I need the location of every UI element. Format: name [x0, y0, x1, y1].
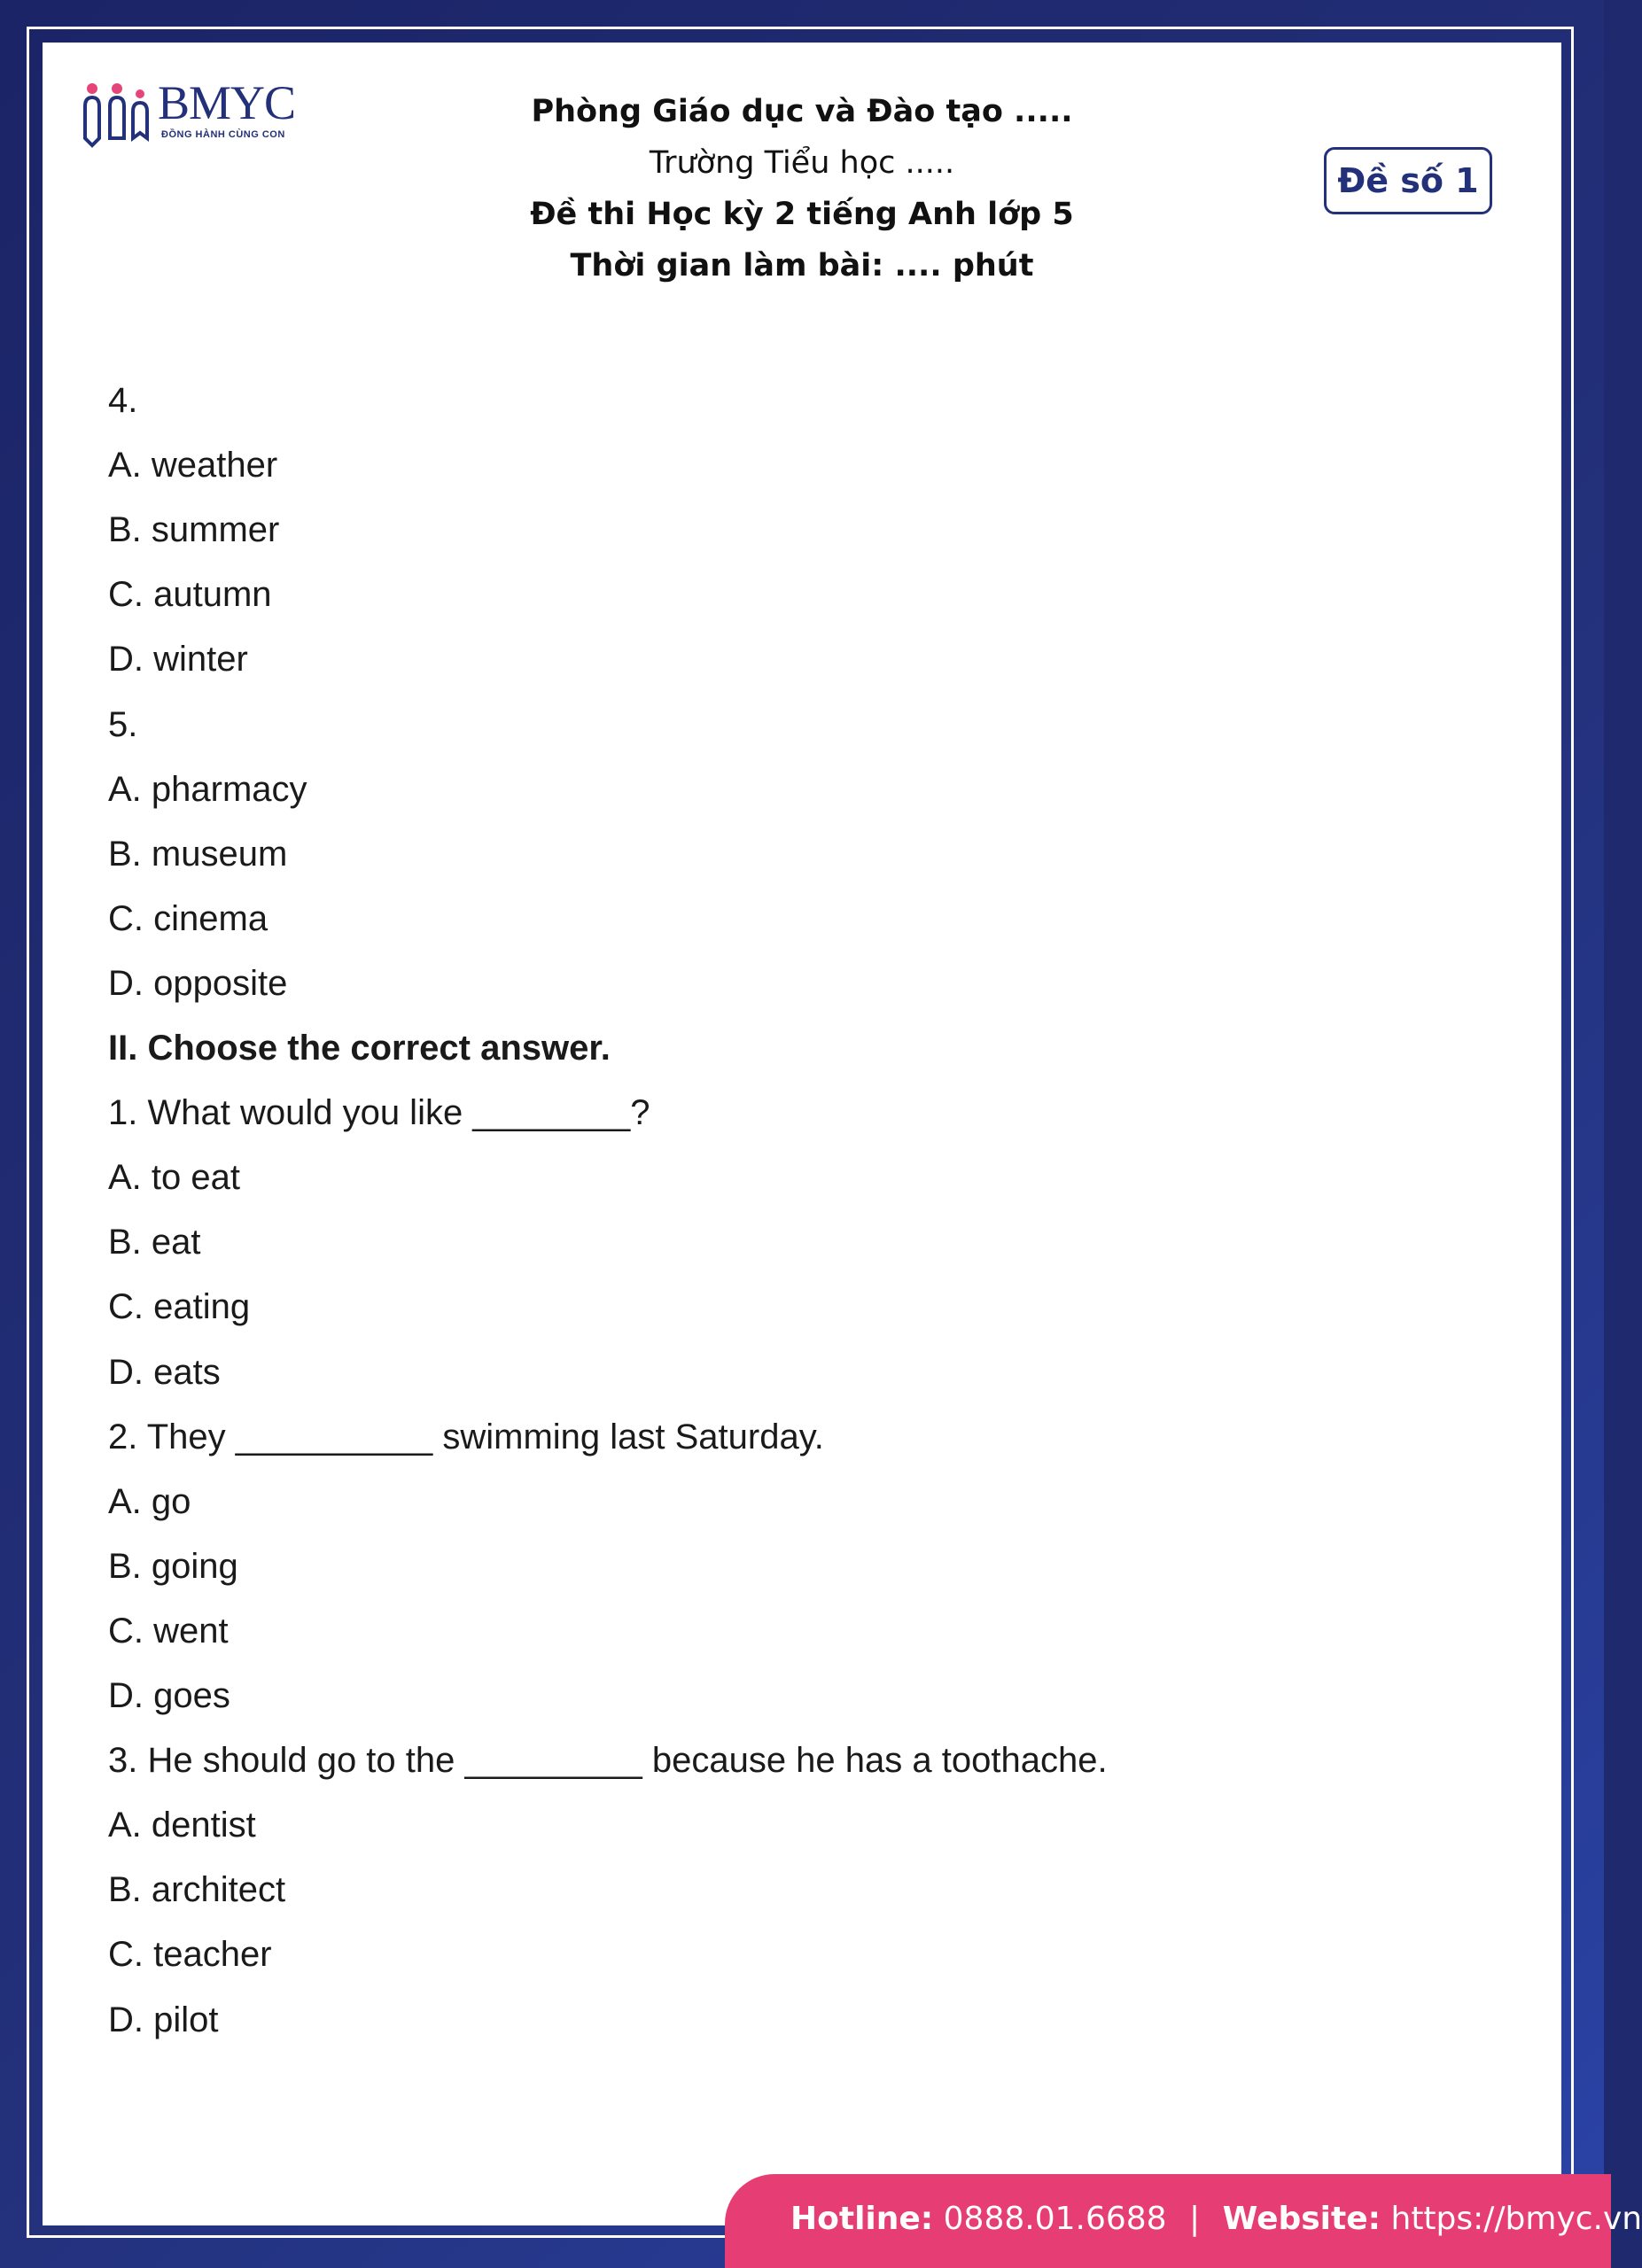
- website-link[interactable]: https://bmyc.vn: [1390, 2201, 1642, 2237]
- list-item: A. weather: [108, 446, 278, 485]
- contact-footer: [725, 2174, 1642, 2268]
- list-item: 4.: [108, 381, 138, 420]
- list-item: D. eats: [108, 1352, 221, 1392]
- footer-contact: [790, 2201, 1642, 2237]
- hotline-label: Hotline:: [790, 2201, 934, 2237]
- header-time: Thời gian làm bài: .... phút: [570, 248, 1034, 284]
- list-item: C. autumn: [108, 575, 272, 615]
- section-heading: II. Choose the correct answer.: [108, 1029, 611, 1068]
- header-exam-title: Đề thi Học kỳ 2 tiếng Anh lớp 5: [530, 197, 1074, 232]
- list-item: A. go: [108, 1481, 191, 1521]
- list-item: B. going: [108, 1546, 238, 1586]
- logo-brand: BMYC: [158, 76, 296, 129]
- list-item: D. winter: [108, 640, 248, 680]
- website-label: Website:: [1222, 2201, 1381, 2237]
- hotline-number[interactable]: 0888.01.6688: [943, 2201, 1167, 2237]
- list-item: B. architect: [108, 1870, 286, 1910]
- list-item: D. pilot: [108, 2000, 219, 2039]
- list-item: B. museum: [108, 834, 288, 874]
- exam-page: [43, 43, 1561, 2225]
- list-item: D. opposite: [108, 963, 288, 1003]
- exam-number-badge: Đề số 1: [1324, 147, 1492, 214]
- list-item: A. to eat: [108, 1158, 240, 1198]
- list-item: A. pharmacy: [108, 769, 307, 809]
- header-department: Phòng Giáo dục và Đào tạo .....: [531, 94, 1073, 129]
- list-item: B. summer: [108, 510, 280, 550]
- list-item: C. cinema: [108, 898, 268, 938]
- list-item: 2. They __________ swimming last Saturday.: [108, 1417, 824, 1456]
- list-item: 3. He should go to the _________ because he has a toothache.: [108, 1741, 1108, 1781]
- list-item: C. went: [108, 1611, 229, 1651]
- list-item: C. eating: [108, 1287, 251, 1327]
- footer-separator: |: [1189, 2201, 1201, 2237]
- list-item: B. eat: [108, 1223, 201, 1262]
- list-item: D. goes: [108, 1676, 230, 1715]
- list-item: 5.: [108, 704, 138, 744]
- logo-tagline: ĐỒNG HÀNH CÙNG CON: [161, 129, 285, 140]
- list-item: C. teacher: [108, 1935, 272, 1975]
- list-item: 1. What would you like ________?: [108, 1093, 650, 1133]
- list-item: A. dentist: [108, 1806, 256, 1845]
- header-school: Trường Tiểu học .....: [649, 145, 955, 181]
